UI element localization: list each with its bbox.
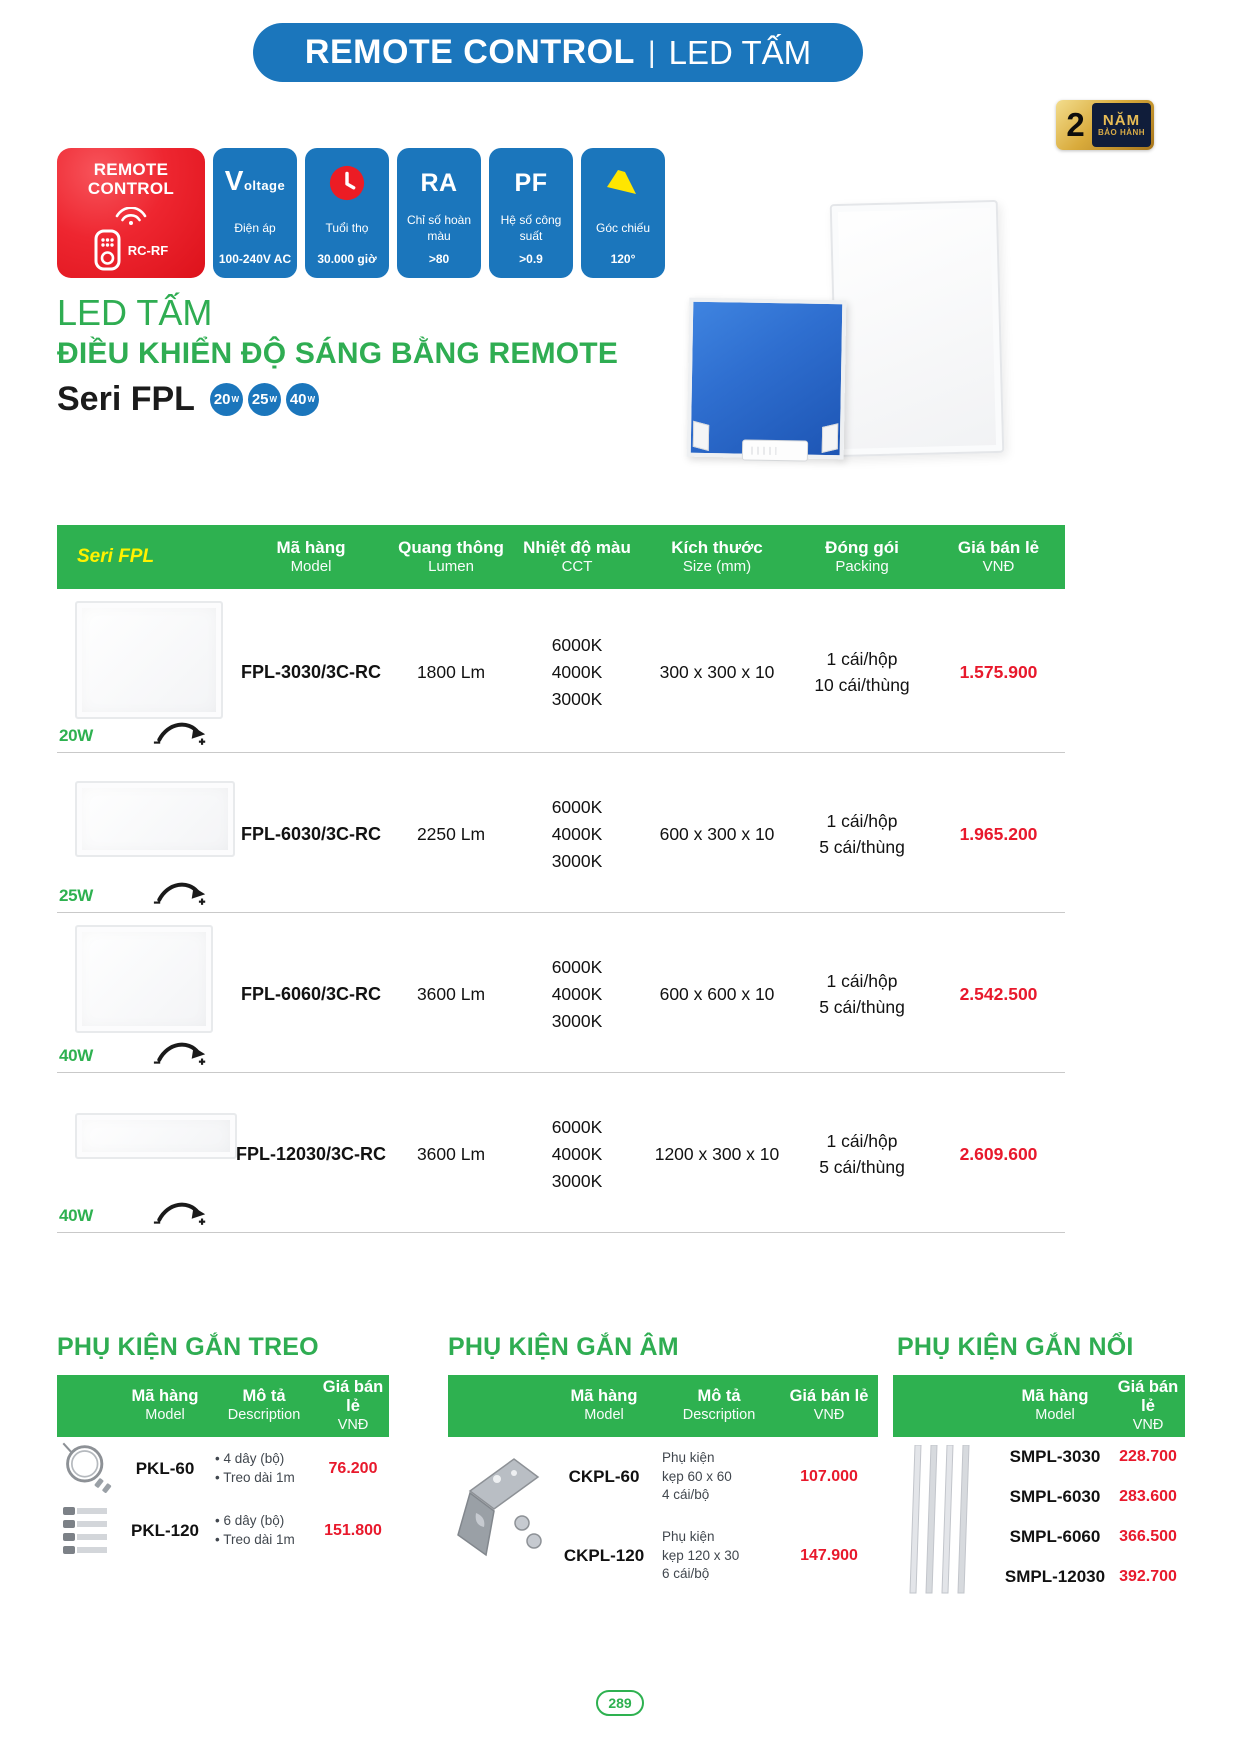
accessory-model: PKL-60 — [135, 1459, 195, 1478]
remote-icon — [94, 229, 121, 271]
panel-bracket — [693, 421, 709, 451]
accessory-price: 147.900 — [800, 1547, 858, 1564]
packing-values: 1 cái/hộp 5 cái/thùng — [819, 811, 905, 857]
series-column-header: Seri FPL — [77, 546, 155, 567]
wattage-label: 40W — [59, 1206, 94, 1225]
accessory-title: PHỤ KIỆN GẮN TREO — [57, 1333, 319, 1361]
accessory-table-header: Mã hàng Model Mô tả Description Giá bán lẻ VNĐ — [57, 1375, 389, 1437]
table-row — [57, 753, 1065, 913]
price-value: 1.575.900 — [959, 662, 1038, 682]
model-code: FPL-3030/3C-RC — [240, 662, 382, 682]
series-title: Seri FPL — [57, 379, 195, 418]
accessory-price: 366.500 — [1119, 1528, 1177, 1545]
accessory-title: PHỤ KIỆN GẮN ÂM — [448, 1333, 679, 1361]
model-code: FPL-6030/3C-RC — [240, 824, 382, 844]
accessory-description: • 6 dây (bộ) • Treo dài 1m — [215, 1513, 295, 1547]
feature-card-beam: Góc chiếu 120° — [581, 148, 665, 278]
accessory-description: Phụ kiện kẹp 60 x 60 4 cái/bộ — [662, 1449, 732, 1503]
wifi-icon — [114, 207, 148, 225]
product-photo — [75, 781, 235, 857]
wattage-label: 25W — [59, 886, 94, 905]
section-intro — [57, 294, 618, 419]
product-table-header: Seri FPL Mã hàng Model Quang thông Lumen Nhiệt độ màu CCT Kích thước Size (mm) Đóng gói Packing Giá bán lẻ VNĐ — [57, 525, 1065, 589]
accessory-row — [57, 1501, 389, 1561]
accessory-table-surface — [893, 1333, 1185, 1597]
product-photo — [75, 925, 213, 1033]
accessory-row — [57, 1437, 389, 1501]
product-table — [57, 525, 1065, 1233]
cct-values: 6000K 4000K 3000K — [551, 796, 603, 872]
accessory-model: PKL-120 — [130, 1521, 200, 1540]
packing-values: 1 cái/hộp 5 cái/thùng — [819, 971, 905, 1017]
remote-control-card — [57, 148, 205, 278]
accessory-model: SMPL-3030 — [1009, 1447, 1101, 1466]
beam-icon — [603, 168, 643, 198]
product-feature-title: ĐIỀU KHIỂN ĐỘ SÁNG BẰNG REMOTE — [57, 336, 619, 370]
wattage-label: 40W — [59, 1046, 94, 1065]
table-row — [57, 913, 1065, 1073]
clock-icon — [328, 164, 366, 202]
feature-card-pf: PF Hệ số công suất >0.9 — [489, 148, 573, 278]
lumen-value: 3600 Lm — [416, 984, 486, 1004]
cct-values: 6000K 4000K 3000K — [551, 956, 603, 1032]
feature-card-cri: RA Chỉ số hoàn màu >80 — [397, 148, 481, 278]
price-value: 2.542.500 — [959, 984, 1038, 1004]
wattage-badge-20w: 20 W — [210, 383, 243, 416]
feature-card-lifetime: Tuổi thọ 30.000 giờ — [305, 148, 389, 278]
remote-card-title: REMOTE CONTROL — [87, 160, 175, 199]
hero-panel-back-image — [687, 298, 847, 460]
dimmer-icon — [151, 1039, 209, 1066]
lumen-value: 3600 Lm — [416, 1144, 486, 1164]
accessory-model: SMPL-12030 — [1004, 1567, 1106, 1586]
table-row — [57, 1073, 1065, 1233]
dimmer-icon — [151, 1199, 209, 1226]
hero-panel-white-image — [830, 200, 1005, 457]
wattage-badge-25w: 25 W — [248, 383, 281, 416]
cct-values: 6000K 4000K 3000K — [551, 634, 603, 710]
warranty-label: NĂM BẢO HÀNH — [1092, 103, 1151, 147]
size-value: 300 x 300 x 10 — [659, 662, 775, 682]
voltage-icon: Voltage — [224, 164, 286, 196]
warranty-badge — [1056, 100, 1154, 150]
accessory-price: 228.700 — [1119, 1448, 1177, 1465]
frame-strips-icon — [907, 1445, 979, 1595]
price-value: 2.609.600 — [959, 1144, 1038, 1164]
lumen-value: 2250 Lm — [416, 824, 486, 844]
banner-product-type: LED TẤM — [668, 33, 812, 71]
pf-icon: PF — [514, 168, 548, 197]
accessory-price: 76.200 — [328, 1460, 378, 1477]
accessory-model: SMPL-6060 — [1009, 1527, 1101, 1546]
accessory-title: PHỤ KIỆN GẮN NỔI — [897, 1333, 1134, 1361]
led-driver-box-image — [742, 439, 808, 461]
warranty-years: 2 — [1066, 106, 1085, 143]
size-value: 600 x 600 x 10 — [659, 984, 775, 1004]
wattage-badges — [210, 383, 319, 416]
accessory-description: Phụ kiện kẹp 120 x 30 6 cái/bộ — [662, 1528, 740, 1582]
size-value: 600 x 300 x 10 — [659, 824, 775, 844]
panel-bracket — [822, 423, 839, 453]
cct-values: 6000K 4000K 3000K — [551, 1116, 603, 1192]
table-row — [57, 589, 1065, 753]
accessory-price: 107.000 — [800, 1468, 858, 1485]
wattage-label: 20W — [59, 726, 94, 745]
accessory-price: 151.800 — [324, 1522, 382, 1539]
packing-values: 1 cái/hộp 5 cái/thùng — [819, 1131, 905, 1177]
accessory-price: 283.600 — [1119, 1488, 1177, 1505]
lumen-value: 1800 Lm — [416, 662, 486, 682]
banner-category: REMOTE CONTROL — [304, 33, 635, 71]
accessory-table-hanging — [57, 1333, 389, 1561]
packing-values: 1 cái/hộp 10 cái/thùng — [814, 649, 910, 695]
size-value: 1200 x 300 x 10 — [654, 1144, 780, 1164]
wire-kit-icon — [57, 1440, 119, 1498]
accessory-table-header: Mã hàng Model Giá bán lẻ VNĐ — [893, 1375, 1185, 1437]
accessory-model: SMPL-6030 — [1009, 1487, 1101, 1506]
feature-cards-row — [57, 148, 665, 278]
feature-card-voltage: Voltage Điện áp 100-240V AC — [213, 148, 297, 278]
ra-icon: RA — [420, 168, 458, 197]
accessory-description: • 4 dây (bộ) • Treo dài 1m — [215, 1451, 295, 1485]
banner-separator: | — [647, 35, 656, 69]
remote-code-label: RC-RF — [127, 242, 169, 258]
page-number-badge: 289 — [596, 1690, 644, 1716]
dimmer-icon — [151, 719, 209, 746]
product-photo — [75, 1113, 237, 1159]
accessory-model: CKPL-120 — [563, 1546, 645, 1565]
page-banner — [253, 23, 863, 82]
dimmer-icon — [151, 879, 209, 906]
accessory-model: CKPL-60 — [568, 1467, 640, 1486]
accessory-table-recessed — [448, 1333, 878, 1595]
price-value: 1.965.200 — [959, 824, 1038, 844]
model-code: FPL-12030/3C-RC — [235, 1144, 387, 1164]
model-code: FPL-6060/3C-RC — [240, 984, 382, 1004]
product-type-title: LED TẤM — [57, 292, 213, 333]
wattage-badge-40w: 40 W — [286, 383, 319, 416]
clip-set-icon — [57, 1505, 119, 1557]
accessory-price: 392.700 — [1119, 1568, 1177, 1585]
accessory-table-header: Mã hàng Model Mô tả Description Giá bán lẻ VNĐ — [448, 1375, 878, 1437]
mounting-clip-icon — [452, 1451, 546, 1571]
product-photo — [75, 601, 223, 719]
